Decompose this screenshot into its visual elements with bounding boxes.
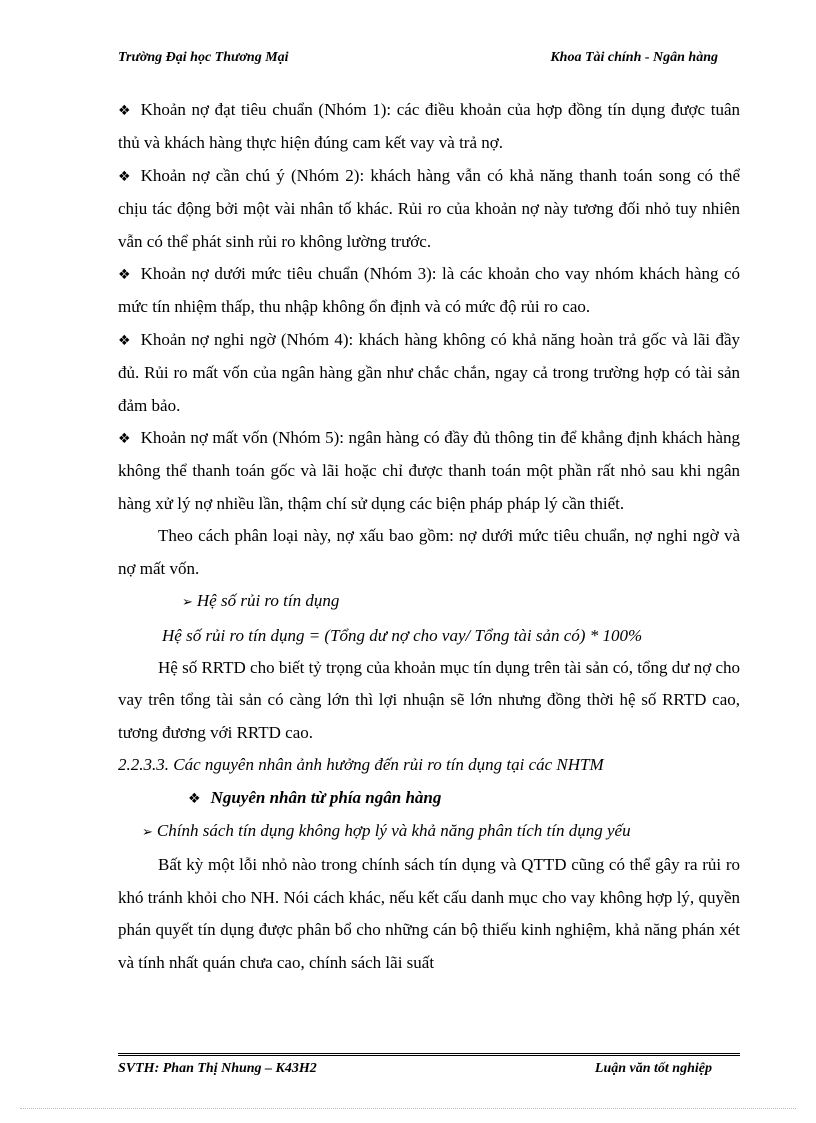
page-bottom-border [20, 1108, 796, 1109]
paragraph-text: Khoản nợ mất vốn (Nhóm 5): ngân hàng có đầy đủ thông tin để khẳng định khách hàng không thể thanh toán gốc và lãi hoặc chỉ được thanh toán một phần rất nhỏ sau khi ngân hàng xử lý nợ nhiều lần, thậm chí sử dụng các biện pháp pháp lý cần thiết. [118, 428, 740, 513]
footer-divider [118, 1053, 740, 1056]
diamond-bullet-icon: ❖ [118, 168, 131, 185]
footer-thesis: Luận văn tốt nghiệp [594, 1061, 712, 1076]
document-body [118, 94, 740, 979]
page-header [118, 50, 718, 66]
paragraph-ratio-explain: Hệ số RRTD cho biết tỷ trọng của khoản mục tín dụng trên tài sản có, tổng dư nợ cho vay trên tổng tài sản có càng lớn thì lợi nhuận sẽ lớn nhưng đồng thời hệ số RRTD cao, tương đương với RRTD cao. [118, 657, 740, 742]
page-footer [118, 1061, 712, 1077]
paragraph-group-3 [118, 258, 740, 324]
paragraph-policy-explain: Bất kỳ một lỗi nhỏ nào trong chính sách tín dụng và QTTD cũng có thể gây ra rủi ro khó tránh khỏi cho NH. Nói cách khác, nếu kết cấu danh mục cho vay không hợp lý, quyền phán quyết tín dụng được phân bổ cho những cán bộ thiếu kinh nghiệm, khả năng phán xét và tính nhất quán chưa cao, chính sách lãi suất [118, 855, 740, 972]
paragraph-bad-debt: Theo cách phân loại này, nợ xấu bao gồm: nợ dưới mức tiêu chuẩn, nợ nghi ngờ và nợ mất vốn. [118, 526, 740, 578]
paragraph-group-4 [118, 324, 740, 422]
paragraph-text: Khoản nợ đạt tiêu chuẩn (Nhóm 1): các điều khoản của hợp đồng tín dụng được tuân thủ và khách hàng thực hiện đúng cam kết vay và trả nợ. [118, 100, 740, 153]
formula-line: Hệ số rủi ro tín dụng = (Tổng dư nợ cho vay/ Tổng tài sản có) * 100% [162, 625, 643, 645]
subsection-heading [118, 782, 740, 815]
subheading-text: Chính sách tín dụng không hợp lý và khả năng phân tích tín dụng yếu [156, 820, 631, 840]
paragraph-group-1 [118, 94, 740, 160]
paragraph-text: Khoản nợ nghi ngờ (Nhóm 4): khách hàng không có khả năng hoàn trả gốc và lãi đầy đủ. Rủi ro mất vốn của ngân hàng gần như chắc chắn, ngay cả trong trường hợp có tài sản đảm bảo. [118, 329, 740, 415]
subsection-text: Nguyên nhân từ phía ngân hàng [210, 787, 442, 807]
paragraph-text: Khoản nợ dưới mức tiêu chuẩn (Nhóm 3): là các khoản cho vay nhóm khách hàng có mức tín nhiệm thấp, thu nhập không ổn định và có mức độ rủi ro cao. [118, 264, 740, 317]
subheading-policy [118, 815, 740, 849]
diamond-bullet-icon: ❖ [118, 332, 131, 349]
header-university: Trường Đại học Thương Mại [118, 50, 289, 65]
footer-student: SVTH: Phan Thị Nhung – K43H2 [118, 1061, 317, 1076]
subheading-credit-risk-ratio [118, 585, 740, 619]
arrow-bullet-icon: ➢ [182, 595, 193, 611]
diamond-bullet-icon: ❖ [118, 267, 131, 284]
paragraph-group-5 [118, 422, 740, 520]
section-heading: 2.2.3.3. Các nguyên nhân ảnh hưởng đến rủi ro tín dụng tại các NHTM [118, 755, 604, 775]
paragraph-text: Khoản nợ cần chú ý (Nhóm 2): khách hàng vẫn có khả năng thanh toán song có thể chịu tác động bởi một vài nhân tố khác. Rủi ro của khoản nợ này tương đối nhỏ tuy nhiên vẫn có thể phát sinh rủi ro không lường trước. [118, 165, 740, 251]
arrow-bullet-icon: ➢ [142, 824, 153, 840]
diamond-bullet-icon: ❖ [118, 431, 131, 448]
paragraph-group-2 [118, 160, 740, 258]
subheading-text: Hệ số rủi ro tín dụng [196, 591, 340, 611]
diamond-bullet-icon: ❖ [188, 790, 201, 807]
header-faculty: Khoa Tài chính - Ngân hàng [550, 50, 718, 65]
diamond-bullet-icon: ❖ [118, 103, 131, 119]
